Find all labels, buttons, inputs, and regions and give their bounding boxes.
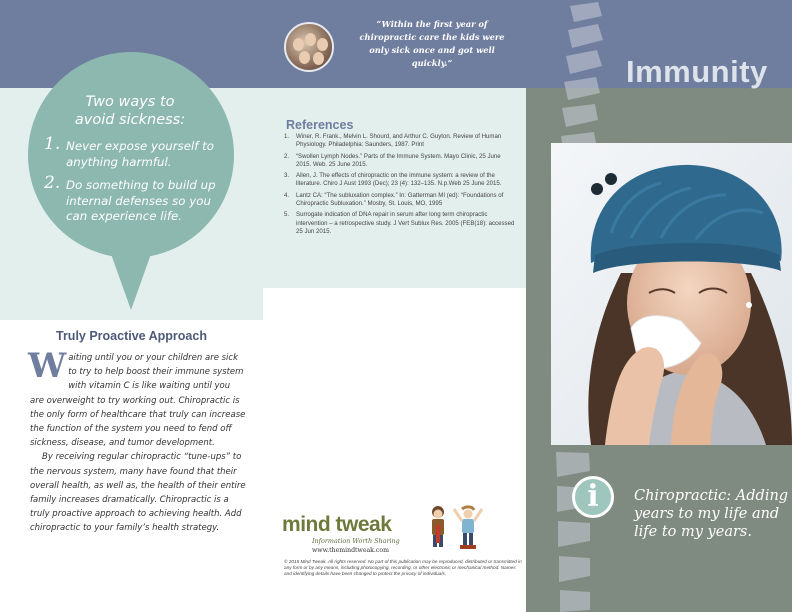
- face-shape: [293, 38, 304, 51]
- reference-text: Surrogate indication of DNA repair in serum after long term chiropractic intervention – a retrospective study. J Vert Sublux Res. 2005 (FEB(18): accessed 25 Jun 2015.: [296, 211, 515, 235]
- logo-wordmark: ind tweak: [300, 513, 392, 536]
- reference-text: Lantz CA: “The subluxation complex.” In: Gatterman MI (ed): “Foundations of Chiropractic Subluxation.” Mosby, St. Louis, MO, 1995: [296, 191, 504, 208]
- family-photo-avatar: [284, 22, 334, 72]
- article-body: [28, 346, 246, 536]
- reference-number: 1.: [284, 133, 290, 140]
- reference-number: 4.: [284, 191, 290, 199]
- tagline: Chiropractic: Adding years to my life and life to my years.: [634, 488, 789, 541]
- copyright-notice: © 2015 Mind Tweak. All rights reserved. No part of this publication may be reproduced, distributed or transmitted in any form or by any means, including photocopying, recording, or other electronic or mechanical method. Names and identifying details have been changed to protect the privacy of individuals.: [284, 559, 522, 577]
- article-paragraph: aiting until you or your children are sick to try to help boost their immune system with vitamin C is like waiting until you are overweight to try working out. Chiropractic is the only form of healthcare that truly can increase the function of the system you need to fend off sickness, disease, and tumor development.: [30, 353, 246, 449]
- bubble-item-number: 1.: [44, 134, 61, 154]
- reference-item: [284, 153, 516, 170]
- logo-subtitle: Information Worth Sharing: [312, 537, 400, 545]
- reference-item: [284, 192, 516, 209]
- face-shape: [299, 51, 310, 64]
- bubble-title-line: avoid sickness:: [74, 112, 186, 128]
- reference-item: [284, 133, 516, 150]
- mind-tweak-logo: [282, 513, 391, 537]
- info-icon: i: [572, 476, 614, 518]
- reference-item: [284, 172, 516, 189]
- reference-number: 5.: [284, 211, 290, 219]
- bubble-title: [40, 93, 220, 129]
- reference-text: Allen, J. The effects of chiropractic on the immune system: a review of the literature. Chiro J Aust 1993 (Dec); 23 (4): 132–135. N.p.Web 25 June 2015.: [296, 172, 502, 188]
- drop-cap: W: [28, 346, 67, 386]
- bubble-item-text: Never expose yourself to anything harmful.: [66, 139, 214, 169]
- sick-woman-photo: [551, 143, 792, 445]
- reference-text: Winer, R. Frank., Melvin L. Shourd, and Arthur C. Guyton. Review of Human Physiology. Philadelphia: Saunders, 1987. Print: [296, 133, 502, 149]
- bubble-item: [44, 173, 224, 225]
- page-title: Immunity: [626, 54, 768, 89]
- logo-url: www.themindtweak.com: [312, 547, 389, 554]
- reference-number: 2.: [284, 152, 290, 160]
- face-shape: [317, 38, 328, 51]
- section-heading: Truly Proactive Approach: [56, 329, 207, 343]
- testimonial-quote: “Within the first year of chiropractic care the kids were only sick once and got well quickly.”: [359, 19, 505, 68]
- logo-letter: m: [282, 513, 301, 536]
- references-list: [284, 133, 516, 239]
- article-paragraph: By receiving regular chiropractic “tune-ups” to the nervous system, many have found that their overall health, as well as, the health of their entire family increases dramatically. Chiropractic is a truly proactive approach to achieving health. Add chiropractic to your family’s health strategy.: [30, 452, 246, 534]
- reference-item: [284, 211, 516, 236]
- reference-number: 3.: [284, 172, 290, 180]
- references-heading: References: [286, 118, 354, 132]
- bubble-item: [44, 134, 224, 170]
- face-shape: [313, 52, 324, 65]
- cartoon-figures-icon: [422, 505, 490, 551]
- bubble-title-line: Two ways to: [85, 94, 175, 110]
- face-shape: [305, 33, 316, 46]
- bubble-item-number: 2.: [44, 173, 61, 193]
- reference-text: “Swollen Lymph Nodes.” Parts of the Immune System. Mayo Clinic, 25 June 2015. Web. 25 June 2015.: [296, 152, 501, 168]
- bubble-item-text: Do something to build up internal defenses so you can experience life.: [66, 178, 216, 223]
